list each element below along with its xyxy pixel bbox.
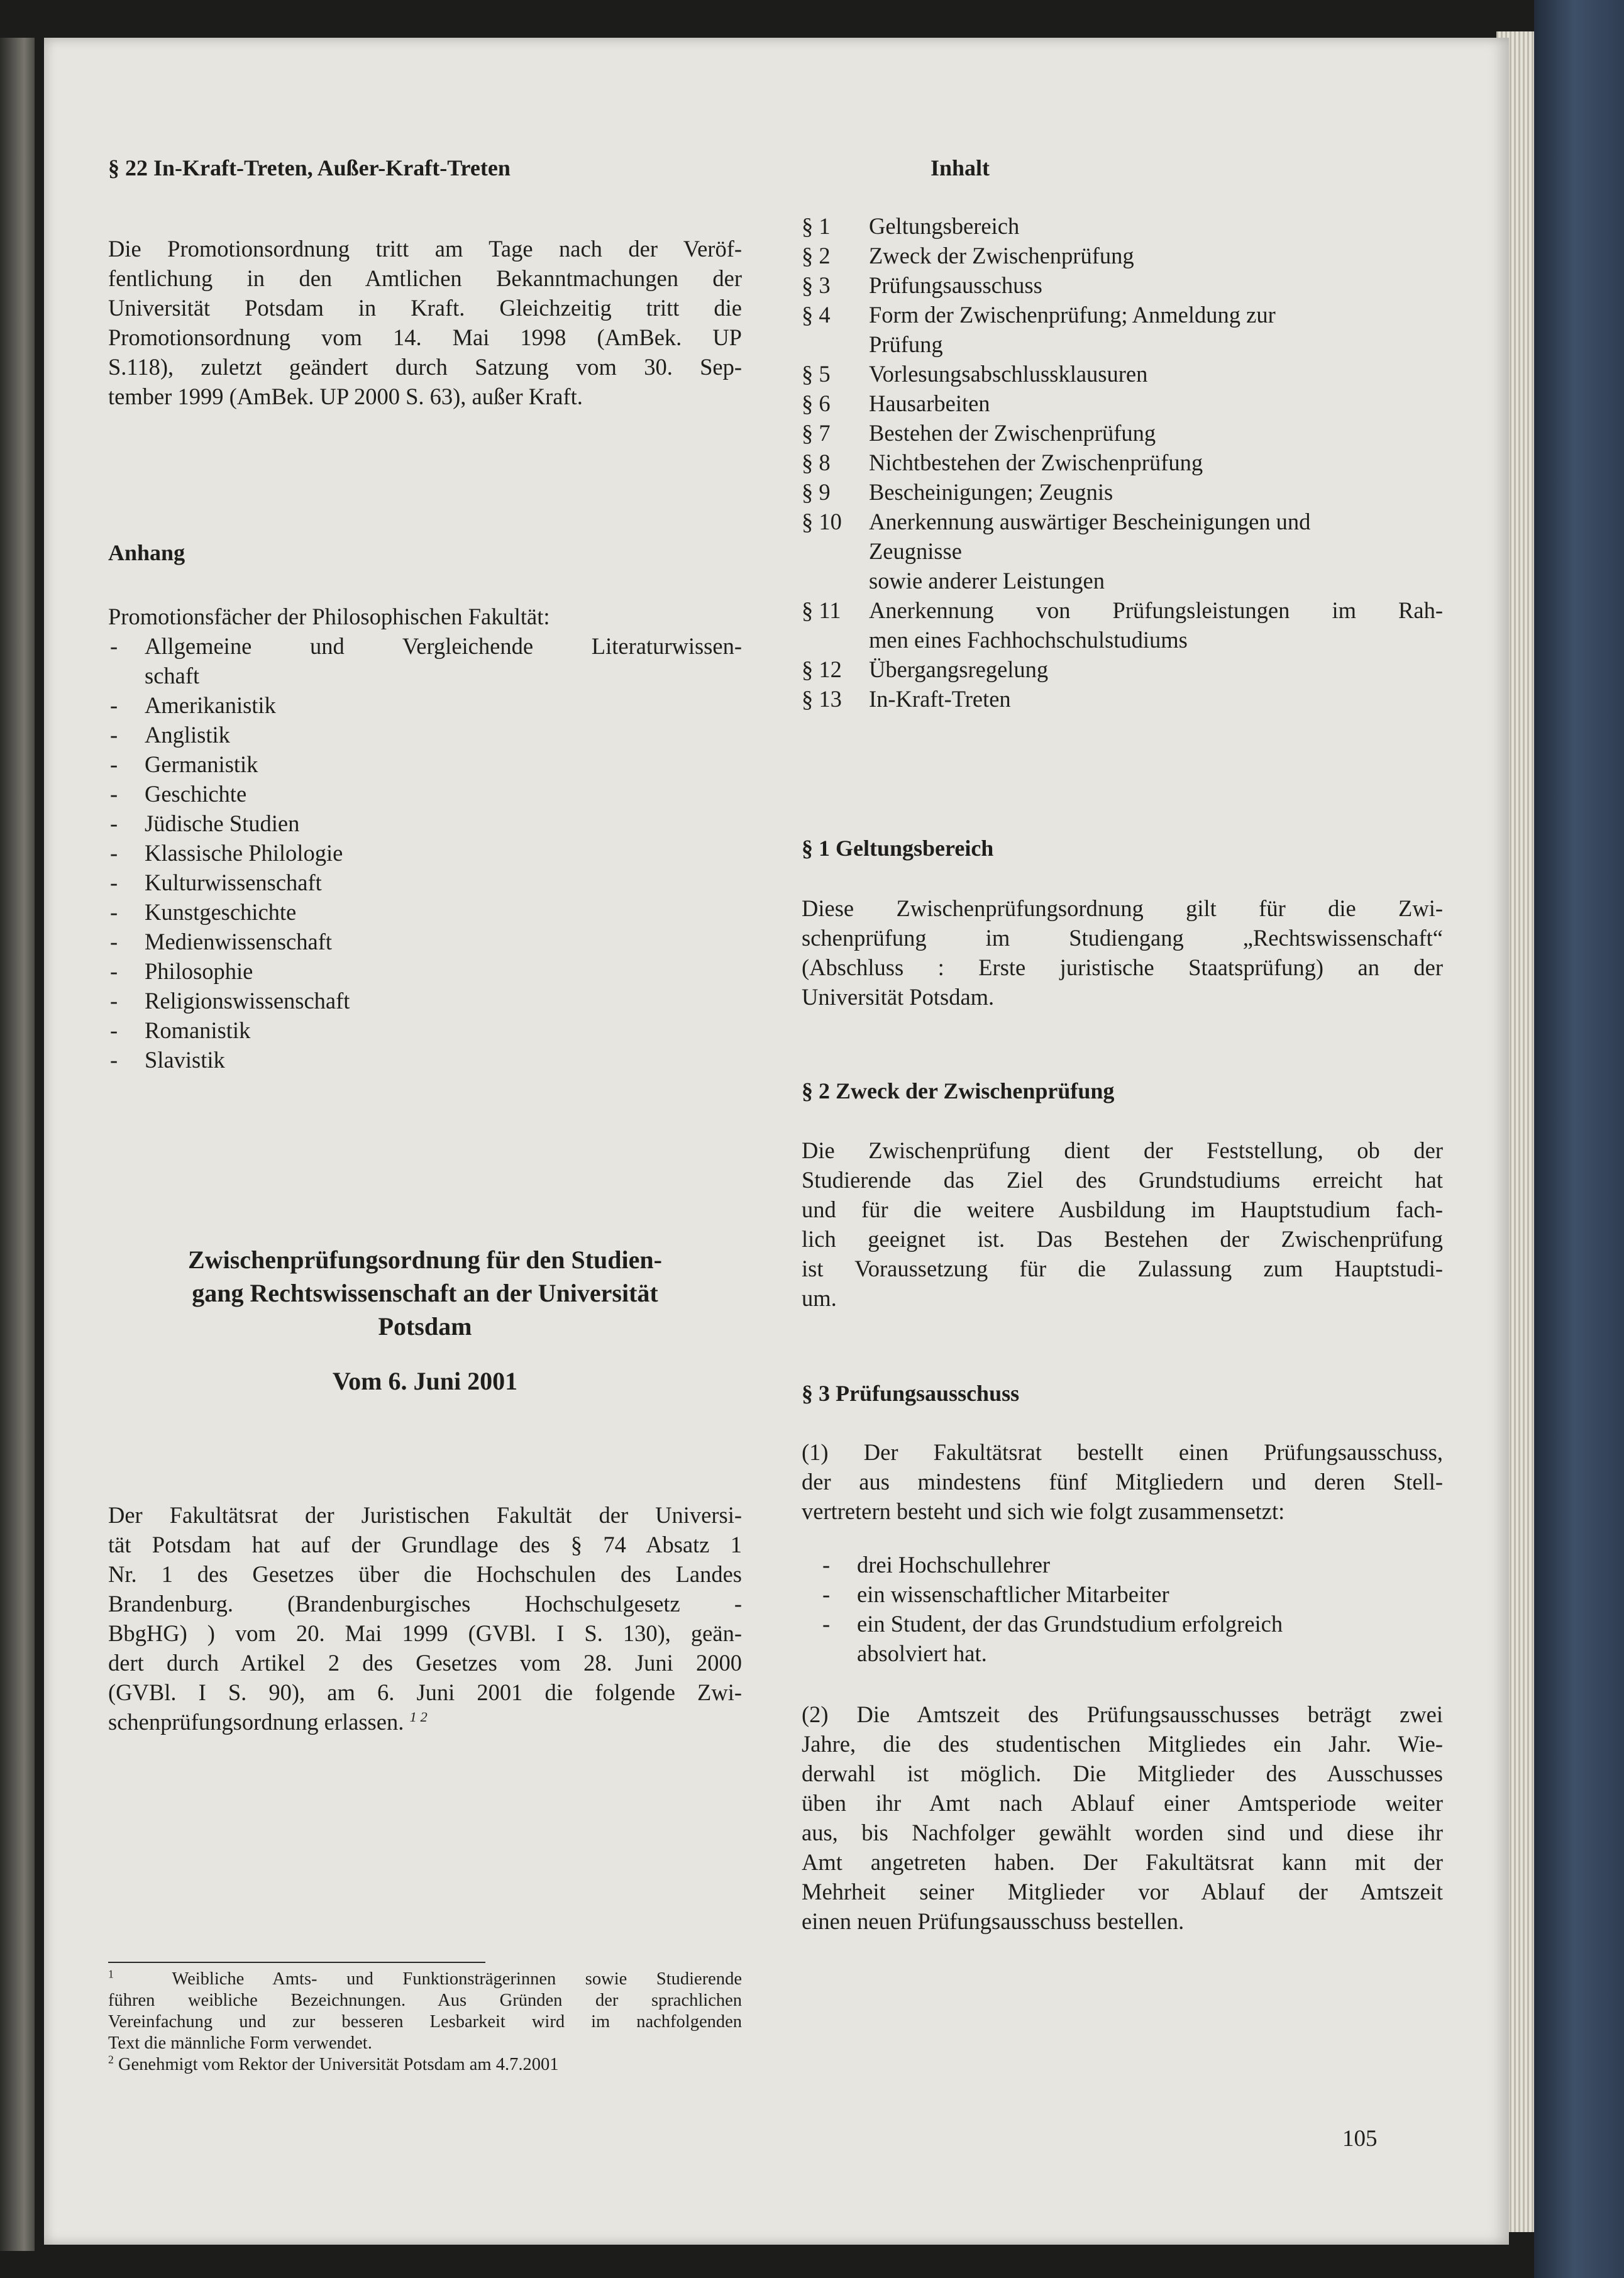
text-line: Mehrheit seiner Mitglieder vor Ablauf der Amtszeit: [802, 1879, 1443, 1905]
subject-item: - Medienwissenschaft: [108, 927, 742, 956]
toc-title: Nichtbestehen der Zwischenprüfung: [869, 450, 1203, 475]
section-3-heading: § 3 Prüfungsausschuss: [802, 1381, 1020, 1406]
text-line: (1) Der Fakultätsrat bestellt einen Prüfungsausschuss,: [802, 1439, 1443, 1465]
page: [44, 38, 1509, 2245]
footnote-line: Genehmigt vom Rektor der Universität Potsdam am 4.7.2001: [118, 2055, 559, 2074]
toc-title: Bescheinigungen; Zeugnis: [869, 479, 1113, 505]
section-1-text: [802, 893, 1443, 1012]
anhang-body: [108, 602, 742, 1075]
book-cover-edge: [1534, 0, 1624, 2278]
anhang-intro: Promotionsfächer der Philosophischen Fakultät:: [108, 604, 550, 629]
text-line: Die Zwischenprüfung dient der Feststellung, ob der: [802, 1137, 1443, 1163]
text-line: vertretern besteht und sich wie folgt zusammensetzt:: [802, 1498, 1285, 1524]
toc-number: § 8: [802, 450, 831, 475]
text-line: - Allgemeine und Vergleichende Literaturwissen-: [145, 633, 742, 659]
footnote-refs: 1 2: [409, 1708, 428, 1725]
toc-entry: [802, 448, 1443, 477]
text-line: absolviert hat.: [857, 1640, 987, 1666]
toc-entry: [802, 359, 1443, 389]
footnote-1: [108, 1969, 742, 2054]
text-line: der aus mindestens fünf Mitgliedern und deren Stell-: [802, 1469, 1443, 1495]
text-line: Diese Zwischenprüfungsordnung gilt für die Zwi-: [802, 895, 1443, 921]
document-title: [108, 1243, 742, 1343]
toc-number: § 3: [802, 272, 831, 298]
footnote-mark: 2: [108, 2053, 114, 2066]
subject-item: - Amerikanistik: [108, 690, 742, 720]
toc-heading: Inhalt: [931, 155, 990, 180]
toc-entry: [802, 241, 1443, 270]
text-line: derwahl ist möglich. Die Mitglieder des Ausschusses: [802, 1761, 1443, 1786]
document-date: Vom 6. Juni 2001: [332, 1367, 518, 1395]
subject-item: - Geschichte: [108, 779, 742, 809]
footnote-separator: [108, 1962, 485, 1963]
text-line: Universität Potsdam in Kraft. Gleichzeitig tritt die: [108, 295, 742, 321]
toc-number: § 7: [802, 420, 831, 446]
toc-title: sowie anderer Leistungen: [869, 568, 1105, 594]
subject-item: - Kulturwissenschaft: [108, 868, 742, 897]
toc-title: Bestehen der Zwischenprüfung: [869, 420, 1156, 446]
toc-title: Anerkennung auswärtiger Bescheinigungen und: [869, 509, 1311, 534]
previous-page-edge: [0, 38, 35, 2251]
section-22-text: [108, 234, 742, 411]
preamble-text: [108, 1500, 742, 1737]
footnotes: [108, 1969, 742, 2076]
text-line: Amt angetreten haben. Der Fakultätsrat kann mit der: [802, 1849, 1443, 1875]
toc-title: Geltungsbereich: [869, 213, 1020, 239]
text-line: lich geeignet ist. Das Bestehen der Zwischenprüfung: [802, 1226, 1443, 1252]
member-item: - drei Hochschullehrer: [820, 1550, 1443, 1579]
text-line: und für die weitere Ausbildung im Hauptstudium fach-: [802, 1197, 1443, 1222]
title-line: gang Rechtswissenschaft an der Universität: [192, 1279, 658, 1307]
subject-item: - Kunstgeschichte: [108, 897, 742, 927]
toc-title: In-Kraft-Treten: [869, 686, 1011, 712]
text-line: (GVBl. I S. 90), am 6. Juni 2001 die folgende Zwi-: [108, 1679, 742, 1705]
text-line: S.118), zuletzt geändert durch Satzung vom 30. Sep-: [108, 354, 742, 380]
text-line: Brandenburg. (Brandenburgisches Hochschulgesetz -: [108, 1591, 742, 1617]
toc-number: § 9: [802, 479, 831, 505]
text-line: schenprüfung im Studiengang „Rechtswissenschaft“: [802, 925, 1443, 951]
subject-item: - Klassische Philologie: [108, 838, 742, 868]
subject-item: - Germanistik: [108, 749, 742, 779]
toc-title: Zweck der Zwischenprüfung: [869, 243, 1134, 268]
toc-number: § 13: [802, 686, 842, 712]
subject-item: - Jüdische Studien: [108, 809, 742, 838]
text-line: fentlichung in den Amtlichen Bekanntmachungen der: [108, 265, 742, 291]
text-line: Promotionsordnung vom 14. Mai 1998 (AmBek. UP: [108, 324, 742, 350]
footnote-2: [108, 2054, 742, 2076]
toc-title: Hausarbeiten: [869, 390, 990, 416]
text-line: BbgHG) ) vom 20. Mai 1999 (GVBl. I S. 130), geän-: [108, 1620, 742, 1646]
text-line: [108, 1969, 742, 1990]
toc-number: § 5: [802, 361, 831, 387]
member-item: - ein wissenschaftlicher Mitarbeiter: [820, 1579, 1443, 1609]
toc-number: § 12: [802, 656, 842, 682]
toc-title: Anerkennung von Prüfungsleistungen im Rah-: [869, 597, 1443, 623]
subject-item: - Philosophie: [108, 956, 742, 986]
subject-item: - Romanistik: [108, 1015, 742, 1045]
page-number: 105: [1342, 2126, 1378, 2152]
section-1-heading: § 1 Geltungsbereich: [802, 836, 994, 861]
committee-members: [820, 1550, 1443, 1668]
toc-entry: [802, 300, 1443, 359]
subject-item: [108, 631, 742, 690]
text-line: Jahre, die des studentischen Mitgliedes ein Jahr. Wie-: [802, 1731, 1443, 1757]
section-3-paragraph-1: [802, 1437, 1443, 1526]
toc-entry: [802, 477, 1443, 507]
text-line: Universität Potsdam.: [802, 984, 995, 1010]
section-3-paragraph-2: [802, 1700, 1443, 1936]
title-line: Zwischenprüfungsordnung für den Studien-: [188, 1246, 662, 1274]
toc-number: § 1: [802, 213, 831, 239]
subject-list: [108, 631, 742, 1075]
toc-number: § 4: [802, 302, 831, 328]
toc-entry: [802, 595, 1443, 655]
toc-title: Form der Zwischenprüfung; Anmeldung zur: [869, 302, 1276, 328]
text-line: tember 1999 (AmBek. UP 2000 S. 63), außer Kraft.: [108, 384, 583, 409]
toc-entry: [802, 270, 1443, 300]
footnote-mark: 1: [108, 1967, 114, 1981]
section-2-text: [802, 1136, 1443, 1313]
toc-number: § 10: [802, 509, 842, 534]
toc-entry: [802, 655, 1443, 684]
text-line: führen weibliche Bezeichnungen. Aus Gründen der sprachlichen: [108, 1991, 742, 2010]
text-line: Studierende das Ziel des Grundstudiums erreicht hat: [802, 1167, 1443, 1193]
subject-item: - Religionswissenschaft: [108, 986, 742, 1015]
table-of-contents: [802, 211, 1443, 714]
toc-title: Übergangsregelung: [869, 656, 1049, 682]
title-line: Potsdam: [378, 1312, 472, 1341]
toc-entry: [802, 389, 1443, 418]
preamble-last-line: schenprüfungsordnung erlassen.: [108, 1709, 404, 1735]
text-line: schaft: [145, 663, 200, 688]
toc-title: Vorlesungsabschlussklausuren: [869, 361, 1148, 387]
toc-entry: [802, 507, 1443, 595]
text-line: Die Promotionsordnung tritt am Tage nach der Veröf-: [108, 236, 742, 262]
text-line: dert durch Artikel 2 des Gesetzes vom 28. Juni 2000: [108, 1650, 742, 1676]
toc-number: § 11: [802, 597, 841, 623]
text-line: (2) Die Amtszeit des Prüfungsausschusses beträgt zwei: [802, 1701, 1443, 1727]
text-line: Text die männliche Form verwendet.: [108, 2033, 372, 2053]
toc-title: men eines Fachhochschulstudiums: [869, 627, 1188, 653]
text-line: Der Fakultätsrat der Juristischen Fakultät der Universi-: [108, 1502, 742, 1528]
toc-number: § 2: [802, 243, 831, 268]
text-line: tät Potsdam hat auf der Grundlage des § 74 Absatz 1: [108, 1532, 742, 1557]
section-2-heading: § 2 Zweck der Zwischenprüfung: [802, 1078, 1115, 1103]
text-line: (Abschluss : Erste juristische Staatsprüfung) an der: [802, 954, 1443, 980]
text-line: Nr. 1 des Gesetzes über die Hochschulen des Landes: [108, 1561, 742, 1587]
toc-number: § 6: [802, 390, 831, 416]
toc-title: Prüfungsausschuss: [869, 272, 1042, 298]
toc-title: Prüfung: [869, 331, 943, 357]
toc-title: Zeugnisse: [869, 538, 962, 564]
toc-entry: [802, 418, 1443, 448]
text-line: - ein Student, der das Grundstudium erfolgreich: [857, 1611, 1283, 1637]
text-line: einen neuen Prüfungsausschuss bestellen.: [802, 1908, 1185, 1934]
subject-item: - Anglistik: [108, 720, 742, 749]
text-line: üben ihr Amt nach Ablauf einer Amtsperiode weiter: [802, 1790, 1443, 1816]
text-line: aus, bis Nachfolger gewählt worden sind und diese ihr: [802, 1820, 1443, 1845]
text-line: Vereinfachung und zur besseren Lesbarkeit wird im nachfolgenden: [108, 2012, 742, 2032]
toc-entry: [802, 211, 1443, 241]
section-22-heading: § 22 In-Kraft-Treten, Außer-Kraft-Treten: [108, 155, 511, 180]
anhang-heading: Anhang: [108, 540, 185, 565]
footnote-line: Weibliche Amts- und Funktionsträgerinnen sowie Studierende: [172, 1969, 742, 1989]
subject-item: - Slavistik: [108, 1045, 742, 1075]
text-line: um.: [802, 1285, 837, 1311]
member-item: [820, 1609, 1443, 1668]
text-line: [108, 1707, 742, 1737]
toc-entry: [802, 684, 1443, 714]
text-line: ist Voraussetzung für die Zulassung zum Hauptstudi-: [802, 1256, 1443, 1281]
